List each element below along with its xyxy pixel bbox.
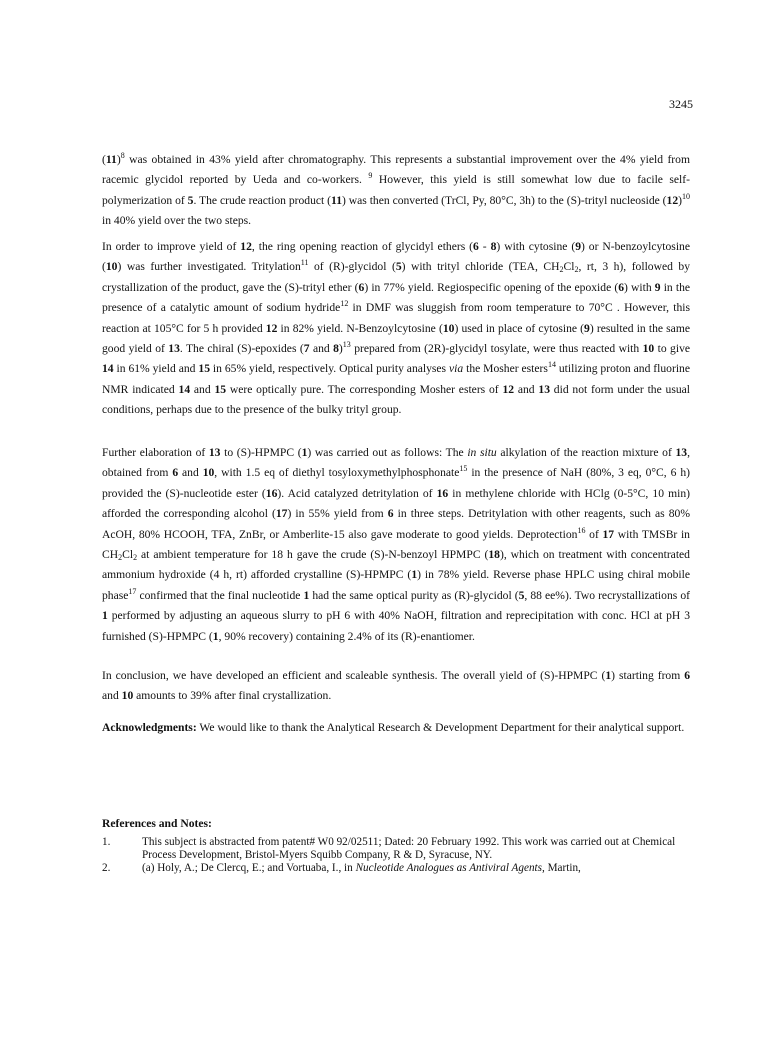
compound-number: 1: [301, 446, 308, 459]
compound-number: 1: [605, 669, 612, 682]
paragraph-text: ) with: [624, 280, 655, 294]
compound-number: 15: [214, 382, 227, 396]
paragraph-text: and: [309, 342, 334, 356]
paragraph-text: ): [678, 193, 683, 207]
compound-number: 12: [666, 193, 679, 207]
compound-number: 8: [490, 240, 497, 253]
compound-number: 12: [265, 321, 278, 335]
paragraph-text: Further elaboration of: [102, 446, 209, 459]
paragraph-text: did not form under the usual conditions, perhaps due to the presence of the bulky trityl group.: [102, 382, 691, 417]
paragraph-text: ): [338, 342, 343, 356]
compound-number: 8: [333, 342, 339, 356]
paragraph-text: to (S)-HPMPC (: [220, 446, 302, 459]
paragraph-yield-results: [102, 150, 690, 232]
paragraph-text: In order to improve yield of: [102, 240, 241, 253]
compound-number: 6: [172, 466, 179, 480]
compound-number: 13: [538, 382, 550, 396]
paragraph-text: utilizing proton and fluorine NMR indicated: [102, 362, 690, 396]
paragraph-text: ) in 77% yield. Regiospecific opening of the epoxide (: [364, 280, 619, 294]
paragraph-text: ). Acid catalyzed detritylation of: [277, 486, 437, 500]
paragraph-text: in methylene chloride with HClg (0-5°C, 10 min) afforded the corresponding alcohol (: [102, 486, 690, 521]
compound-number: 17: [602, 527, 615, 541]
paragraph-text: ): [116, 153, 121, 166]
compound-number: 16: [265, 486, 278, 500]
references-list: [102, 836, 692, 875]
citation-superscript: 11: [300, 258, 309, 268]
compound-number: 5: [187, 193, 194, 207]
compound-number: 11: [105, 153, 117, 166]
citation-superscript: 14: [547, 360, 556, 370]
paragraph-text: and: [178, 466, 203, 480]
paragraph-text: via: [449, 362, 464, 376]
compound-number: 5: [518, 588, 525, 602]
paragraph-text: were optically pure. The corresponding Mosher esters of: [226, 382, 503, 396]
compound-number: 16: [436, 486, 449, 500]
paragraph-text: in situ: [467, 446, 497, 459]
paragraph-text: the Mosher esters: [463, 362, 548, 376]
paragraph-text: 2: [133, 553, 138, 563]
paragraph-text: Cl: [563, 260, 575, 274]
citation-superscript: 15: [459, 464, 468, 474]
paragraph-text: (: [102, 153, 106, 166]
compound-number: 12: [502, 382, 515, 396]
compound-number: 10: [105, 260, 118, 274]
paragraph-text: ) in 55% yield from: [287, 507, 388, 521]
paragraph-text: , with 1.5 eq of diethyl tosyloxymethylphosphonate: [214, 466, 460, 480]
paragraph-text: in three steps. Detritylation with other reagents, such as 80% AcOH, 80% HCOOH, TFA, ZnBr, or Amberlite-15 also gave moderate to good yields. Deprotection: [102, 507, 691, 541]
paragraph-text: ) with cytosine (: [496, 240, 576, 253]
citation-superscript: 16: [577, 525, 586, 535]
paragraph-text: in 40% yield over the two steps.: [102, 214, 252, 228]
paragraph-text: -: [478, 240, 491, 253]
paragraph-text: . The chiral (S)-epoxides (: [179, 342, 304, 356]
compound-number: 6: [387, 507, 394, 521]
paragraph-text: ) in 78% yield. Reverse phase HPLC using chiral mobile phase: [102, 568, 690, 602]
paragraph-text: amounts to 39% after final crystallization.: [133, 689, 332, 703]
paragraph-text: ) resulted in the same good yield of: [102, 321, 690, 356]
reference-number: 2.: [102, 862, 111, 874]
paragraph-text: in 82% yield. N-Benzoylcytosine (: [277, 321, 443, 335]
paragraph-text: 2: [118, 553, 123, 563]
paragraph-text: , 88 ee%). Two recrystallizations of: [524, 588, 690, 602]
citation-superscript: 8: [120, 151, 125, 160]
paragraph-text: 2: [559, 265, 564, 275]
paragraph-text: 2: [574, 265, 579, 275]
reference-text: This subject is abstracted from patent# W0 92/02511; Dated: 20 February 1992. This work was carried out at Chemical Process Development, Bristol-Myers Squibb Company, R & D, Syracuse, NY.: [142, 836, 676, 861]
paragraph-text: We would like to thank the Analytical Research & Development Department for their analytical support.: [196, 721, 685, 734]
compound-number: 6: [618, 280, 625, 294]
paragraph-text: ) was further investigated. Tritylation: [117, 260, 301, 274]
paragraph-text: , 90% recovery) containing 2.4% of its (R)-enantiomer.: [218, 629, 475, 643]
paragraph-text: confirmed that the final nucleotide: [136, 588, 304, 602]
citation-superscript: 9: [368, 171, 373, 181]
paragraph-text: ) or N-benzoylcytosine (: [102, 240, 690, 274]
paragraph-text: ) was then converted (TrCl, Py, 80°C, 3h) to the (S)-trityl nucleoside (: [342, 193, 667, 207]
compound-number: 11: [331, 193, 343, 207]
paragraph-text: to give: [654, 342, 691, 356]
paragraph-text: in the presence of NaH (80%, 3 eq, 0°C, 6 h) provided the (S)-nucleotide ester (: [102, 466, 690, 500]
citation-superscript: 12: [340, 299, 349, 309]
paragraph-text: in 61% yield and: [113, 362, 199, 376]
paragraph-text: with TMSBr in CH: [102, 527, 690, 562]
paragraph-text: was obtained in 43% yield after chromatography. This represents a substantial improvement over the 4% yield from racemic glycidol reported by Ueda and co-workers.: [102, 153, 690, 187]
paragraph-text: However, this yield is still somewhat low due to facile self-polymerization of: [102, 173, 691, 207]
paragraph-acknowledgments: [102, 718, 690, 738]
compound-number: 10: [442, 321, 455, 335]
compound-number: 10: [202, 466, 215, 480]
compound-number: 17: [275, 507, 288, 521]
reference-text: (a) Holy, A.; De Clercq, E.; and Vortuaba, I., in: [142, 862, 356, 874]
paragraph-text: in DMF was sluggish from room temperature to 70°C . However, this reaction at 105°C for 5 h provided: [102, 301, 690, 335]
paragraph-text: alkylation of the reaction mixture of: [496, 446, 676, 459]
compound-number: 14: [178, 382, 191, 396]
paragraph-text: performed by adjusting an aqueous slurry to pH 6 with 40% NaOH, filtration and reprecipitation with conc. HCl at pH 3 furnished (S)-HPMPC (: [102, 609, 690, 643]
compound-number: 1: [102, 609, 108, 623]
paragraph-text: and: [514, 382, 539, 396]
compound-number: 15: [198, 362, 210, 376]
paragraph-text: ) was carried out as follows: The: [307, 446, 468, 459]
compound-number: 1: [303, 588, 310, 602]
paragraph-text: in 65% yield, respectively. Optical purity analyses: [210, 362, 449, 376]
paragraph-text: of (R)-glycidol (: [308, 260, 396, 274]
reference-number: 1.: [102, 836, 111, 848]
compound-number: 6: [473, 240, 479, 253]
paragraph-text: ), which on treatment with concentrated ammonium hydroxide (4 h, rt) afforded crystalline (S)-HPMPC (: [102, 548, 690, 582]
paragraph-text: ) with trityl chloride (TEA, CH: [401, 260, 560, 274]
paragraph-text: and: [102, 689, 122, 703]
reference-text: Martin,: [544, 862, 581, 874]
compound-number: 10: [642, 342, 655, 356]
compound-number: 10: [121, 689, 134, 703]
paragraph-text: Cl: [122, 548, 134, 562]
compound-number: 9: [654, 280, 661, 294]
reference-item: [102, 836, 692, 862]
paragraph-text: . The crude reaction product (: [193, 193, 332, 207]
paragraph-text: , obtained from: [102, 446, 690, 480]
paragraph-text: and: [190, 382, 215, 396]
reference-item: [102, 862, 692, 875]
compound-number: 12: [240, 240, 252, 253]
paragraph-text: ) used in place of cytosine (: [454, 321, 585, 335]
compound-number: Acknowledgments:: [102, 721, 197, 734]
paragraph-text: prepared from (2R)-glycidyl tosylate, were thus reacted with: [350, 342, 643, 356]
compound-number: 13: [208, 446, 221, 459]
paragraph-text: had the same optical purity as (R)-glycidol (: [309, 588, 519, 602]
paragraph-ring-opening: [102, 237, 690, 421]
paragraph-text: , rt, 3 h), followed by crystallization of the product, gave the (S)-trityl ether (: [102, 260, 690, 294]
paragraph-text: , the ring opening reaction of glycidyl ethers (: [251, 240, 474, 253]
paragraph-text: in the presence of a catalytic amount of sodium hydride: [102, 280, 691, 315]
compound-number: 1: [411, 568, 418, 582]
compound-number: 6: [684, 669, 691, 682]
citation-superscript: 17: [128, 586, 137, 596]
compound-number: 9: [575, 240, 581, 253]
paragraph-text: at ambient temperature for 18 h gave the crude (S)-N-benzoyl HPMPC (: [137, 548, 489, 562]
compound-number: 9: [584, 321, 590, 335]
paragraph-text: of: [585, 527, 603, 541]
paragraph-text: ) starting from: [611, 669, 685, 682]
compound-number: 14: [102, 362, 114, 376]
compound-number: 5: [395, 260, 402, 274]
reference-text: [142, 836, 692, 862]
compound-number: 13: [168, 342, 180, 356]
paragraph-conclusion: [102, 666, 690, 707]
compound-number: 6: [358, 280, 365, 294]
page-number: 3245: [669, 97, 693, 111]
compound-number: 18: [488, 548, 500, 562]
paragraph-text: In conclusion, we have developed an efficient and scaleable synthesis. The overall yield of (S)-HPMPC (: [102, 669, 606, 682]
reference-text: [142, 862, 692, 875]
compound-number: 13: [675, 446, 688, 459]
paragraph-elaboration: [102, 443, 690, 647]
citation-superscript: 10: [682, 191, 691, 201]
compound-number: 7: [303, 342, 310, 356]
compound-number: 1: [212, 629, 219, 643]
citation-superscript: 13: [342, 340, 351, 350]
reference-text: Nucleotide Analogues as Antiviral Agents,: [355, 862, 545, 874]
references-heading: References and Notes:: [102, 817, 212, 830]
